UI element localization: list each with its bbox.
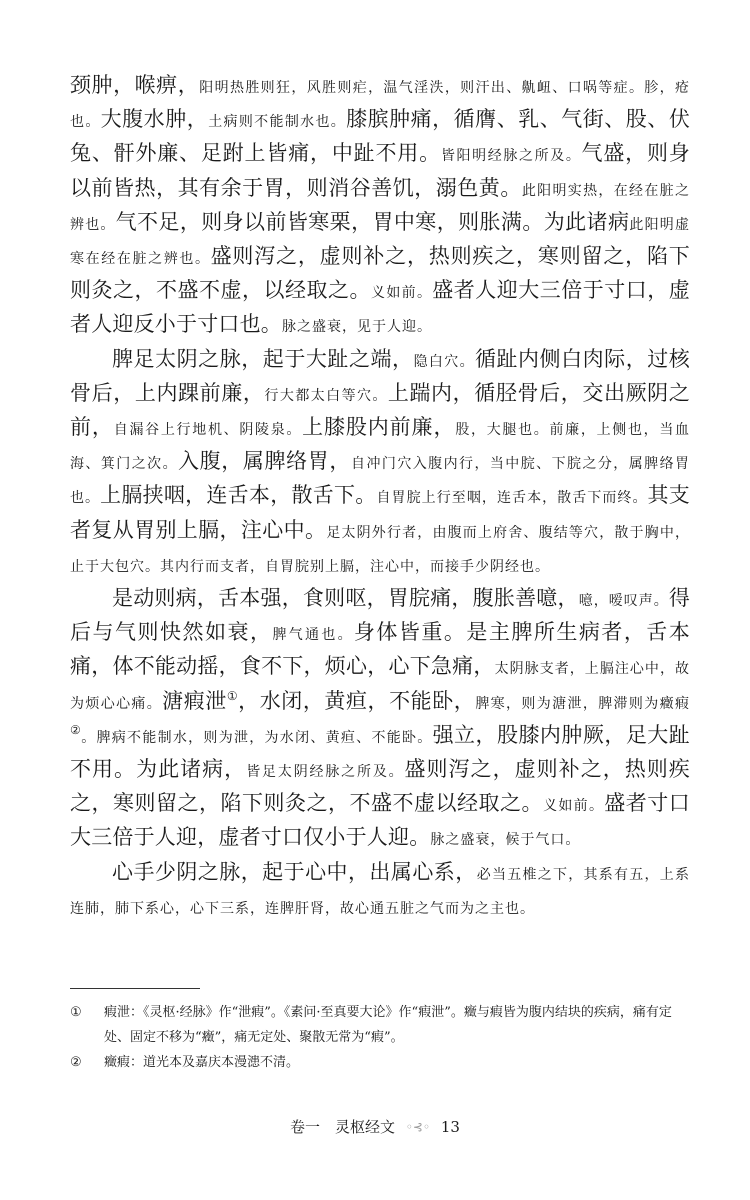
annotation-text: 。脾病不能制水，则为泄，为水闭、黄疸、不能卧。 xyxy=(81,729,433,746)
footnote-text: 癥瘕：道光本及嘉庆本漫漶不清。 xyxy=(104,1055,300,1070)
annotation-text: 皆足太阴经脉之所及。 xyxy=(246,764,405,781)
classic-text: 上踹内，循胫骨后，交出厥阴之前， xyxy=(70,380,690,440)
classic-text: 盛者人迎大三倍于寸口，虚者人迎反小于寸口也。 xyxy=(70,278,690,337)
footnotes xyxy=(70,1000,690,1075)
paragraph xyxy=(70,857,690,925)
footnote-divider xyxy=(70,988,200,989)
classic-text: 心手少阴之脉，起于心中，出属心系， xyxy=(112,859,477,884)
annotation-text: 隐白穴。 xyxy=(413,353,475,370)
classic-text: 循趾内侧白肉际，过核骨后，上内踝前廉， xyxy=(70,346,690,405)
annotation-text: 自冲门穴入腹内行，当中脘、下脘之分，属脾络胃也。 xyxy=(70,456,691,507)
page-number: 13 xyxy=(440,1117,460,1136)
classic-text: 大腹水肿， xyxy=(100,107,209,132)
annotation-text: 脾寒，则为溏泄，脾滞则为癥瘕 xyxy=(475,695,690,712)
paragraph xyxy=(70,70,690,344)
footer-ornament-icon: ◦⊰◦ xyxy=(405,1119,431,1134)
classic-text: 颈肿，喉痹， xyxy=(70,73,200,97)
classic-text: 身体皆重。是主脾所生病者，舌本痛，体不能动摇，食不下，烦心，心下急痛， xyxy=(70,620,690,679)
footnote xyxy=(70,1000,690,1050)
annotation-text: 阳明热胜则狂，风胜则疟，温气淫泆，则汗出、鼽衄、口㖞等症。胗，疮也。 xyxy=(70,80,691,131)
annotation-text: 土病则不能制水也。 xyxy=(208,114,347,131)
annotation-text: 脉之盛衰，见于人迎。 xyxy=(282,319,432,336)
annotation-text: 必当五椎之下，其系有五，上系连肺，肺下系心，心下三系，连脾肝肾，故心通五脏之气而为之主也。 xyxy=(70,866,690,917)
classic-text: 强立，股膝内肿厥，足大趾不用。为此诸病， xyxy=(70,722,690,782)
classic-text: 溏瘕泄 xyxy=(162,688,227,713)
annotation-text: 自胃脘上行至咽，连舌本，散舌下而终。 xyxy=(376,490,648,507)
paragraph xyxy=(70,344,690,583)
annotation-text: 足太阴外行者，由腹而上府舍、腹结等穴，散于胸中，止于大包穴。其内行而支者，自胃脘别上膈，注心中，而接手少阴经也。 xyxy=(70,524,691,575)
main-text xyxy=(70,70,690,925)
classic-text: 其支者复从胃别上膈，注心中。 xyxy=(70,483,691,542)
annotation-text: 皆阳明经脉之所及。 xyxy=(440,148,582,165)
classic-text: 盛者寸口大三倍于人迎，虚者寸口仅小于人迎。 xyxy=(70,791,690,850)
annotation-text: 义如前。 xyxy=(371,285,433,302)
classic-text: 盛则泻之，虚则补之，热则疾之，寒则留之，陷下则灸之，不盛不虚，以经取之。 xyxy=(70,244,690,303)
annotation-text: 义如前。 xyxy=(543,798,605,815)
classic-text: 是动则病，舌本强，食则呕，胃脘痛，腹胀善噫， xyxy=(112,586,579,611)
classic-text: 上膈挟咽，连舌本，散舌下。 xyxy=(100,483,377,508)
paragraph xyxy=(70,583,690,857)
classic-text: 上膝股内前廉， xyxy=(302,415,456,440)
footnote-text: 瘕泄：《灵枢·经脉》作“泄瘕”。《素问·至真要大论》作“瘕泄”。癥与瘕皆为腹内结块的疾病，痛有定处、固定不移为“癥”，痛无定处、聚散无常为“瘕”。 xyxy=(104,1005,672,1045)
classic-text: 气不足，则身以前皆寒栗，胃中寒，则胀满。为此诸病 xyxy=(115,209,630,234)
footnote-reference: ① xyxy=(226,688,239,703)
classic-text: 膝膑肿痛，循膺、乳、气街、股、伏兔、骭外廉、足跗上皆痛，中趾不用。 xyxy=(70,107,691,166)
annotation-text: 此阳明实热，在经在脏之辨也。 xyxy=(70,182,691,233)
classic-text: 盛则泻之，虚则补之，热则疾之，寒则留之，陷下则灸之，不盛不虚以经取之。 xyxy=(70,757,690,816)
classic-text: 气盛，则身以前皆热，其有余于胃，则消谷善饥，溺色黄。 xyxy=(70,141,690,200)
annotation-text: 脾气通也。 xyxy=(272,627,354,644)
annotation-text: 太阴脉支者，上膈注心中，故为烦心心痛。 xyxy=(70,661,690,712)
annotation-text: 此阳明虚寒在经在脏之辨也。 xyxy=(70,216,690,268)
footnote-number: ① xyxy=(70,1005,82,1020)
annotation-text: 股，大腿也。前廉，上侧也，当血海、箕门之次。 xyxy=(70,422,691,473)
annotation-text: 脉之盛衰，候于气口。 xyxy=(430,832,581,849)
classic-text: ，水闭，黄疸，不能卧， xyxy=(238,688,476,713)
footnote xyxy=(70,1050,690,1075)
classic-text: 入腹，属脾络胃， xyxy=(178,449,352,474)
footnote-reference: ② xyxy=(70,722,82,737)
classic-text: 脾足太阴之脉，起于大趾之端， xyxy=(112,346,414,371)
annotation-text: 噫，嗳叹声。 xyxy=(578,593,669,610)
page-footer xyxy=(0,1116,750,1137)
annotation-text: 自漏谷上行地机、阴陵泉。 xyxy=(113,422,303,439)
classic-text: 得后与气则快然如衰， xyxy=(70,586,691,645)
annotation-text: 行大都太白等穴。 xyxy=(264,387,388,404)
footnote-number: ② xyxy=(70,1055,82,1070)
running-footer-section: 卷一 灵枢经文 xyxy=(290,1118,396,1136)
